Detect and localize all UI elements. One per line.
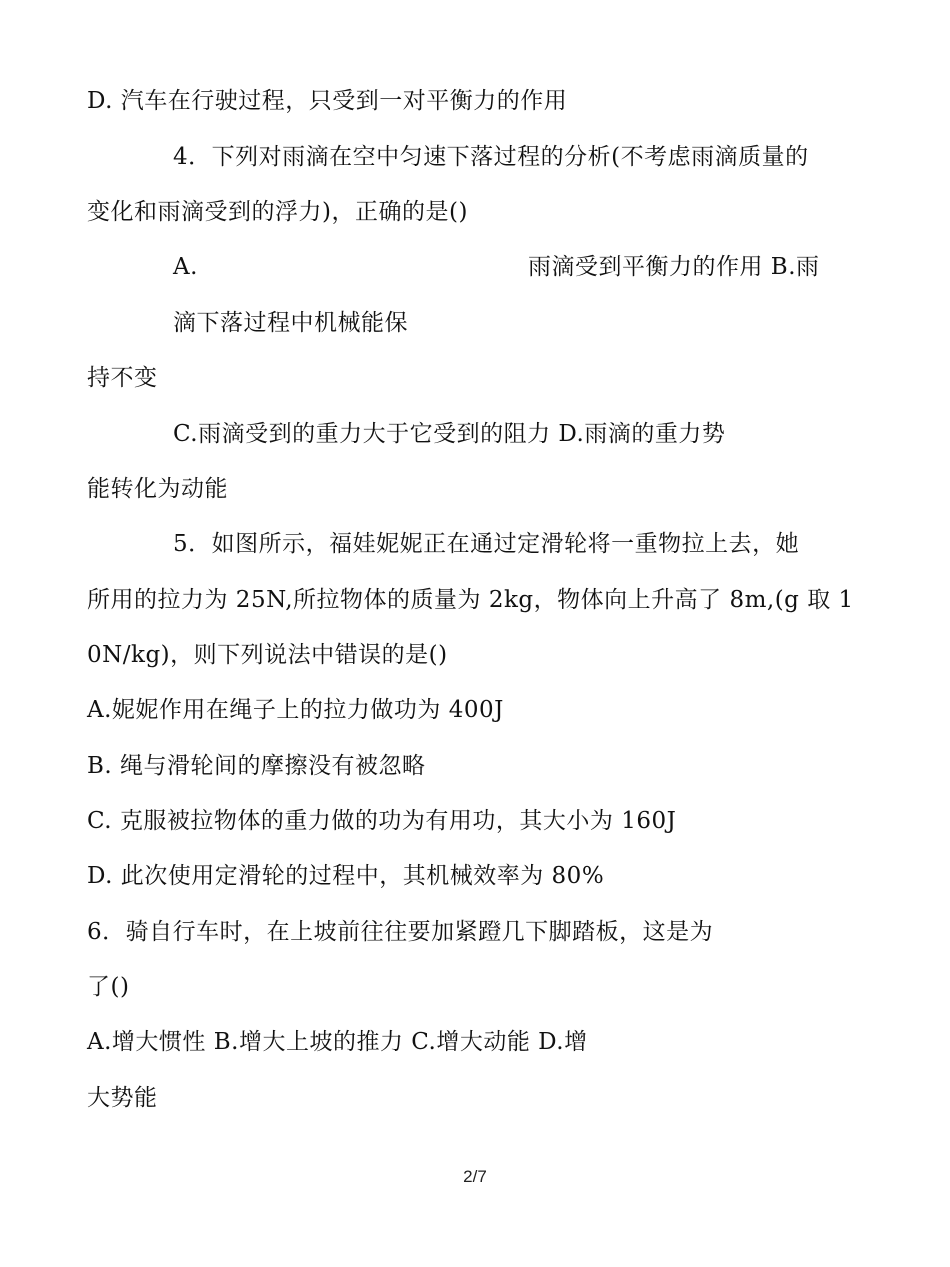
text-line-question-6-cont: 了() [87,974,130,1000]
text-line-question-5: 5．如图所示，福娃妮妮正在通过定滑轮将一重物拉上去，她 [173,531,800,557]
text-line-options-c-d: C.雨滴受到的重力大于它受到的阻力 D.雨滴的重力势 [173,421,726,447]
page-number: 2/7 [463,1167,487,1186]
text-line-question-4-cont: 变化和雨滴受到的浮力)，正确的是() [87,199,468,225]
text-line-option-a-label: A. [173,254,198,280]
text-line-question-5-cont-2: 0N/kg)，则下列说法中错误的是() [87,642,448,668]
text-line-question-6: 6．骑自行车时，在上坡前往往要加紧蹬几下脚踏板，这是为 [87,919,714,945]
text-line-question-5-cont: 所用的拉力为 25N,所拉物体的质量为 2kg，物体向上升高了 8m,(g 取 1 [87,587,854,613]
text-line-q5-option-d: D. 此次使用定滑轮的过程中，其机械效率为 80% [87,863,605,889]
text-line-question-4: 4．下列对雨滴在空中匀速下落过程的分析(不考虑雨滴质量的 [173,144,809,170]
text-line-option-b-cont: 持不变 [87,365,158,391]
text-line-option-d-q3: D. 汽车在行驶过程，只受到一对平衡力的作用 [87,88,568,114]
text-line-option-a-text: 雨滴受到平衡力的作用 B.雨 [528,254,820,280]
text-line-option-d-cont: 能转化为动能 [87,476,228,502]
text-line-q5-option-c: C. 克服被拉物体的重力做的功为有用功，其大小为 160J [87,808,677,834]
text-line-option-b-text: 滴下落过程中机械能保 [173,310,408,336]
text-line-q6-options-cont: 大势能 [87,1085,158,1111]
text-line-q5-option-a: A.妮妮作用在绳子上的拉力做功为 400J [87,697,504,723]
text-line-q5-option-b: B. 绳与滑轮间的摩擦没有被忽略 [87,753,426,779]
text-line-q6-options: A.增大惯性 B.增大上坡的推力 C.增大动能 D.增 [87,1029,588,1055]
